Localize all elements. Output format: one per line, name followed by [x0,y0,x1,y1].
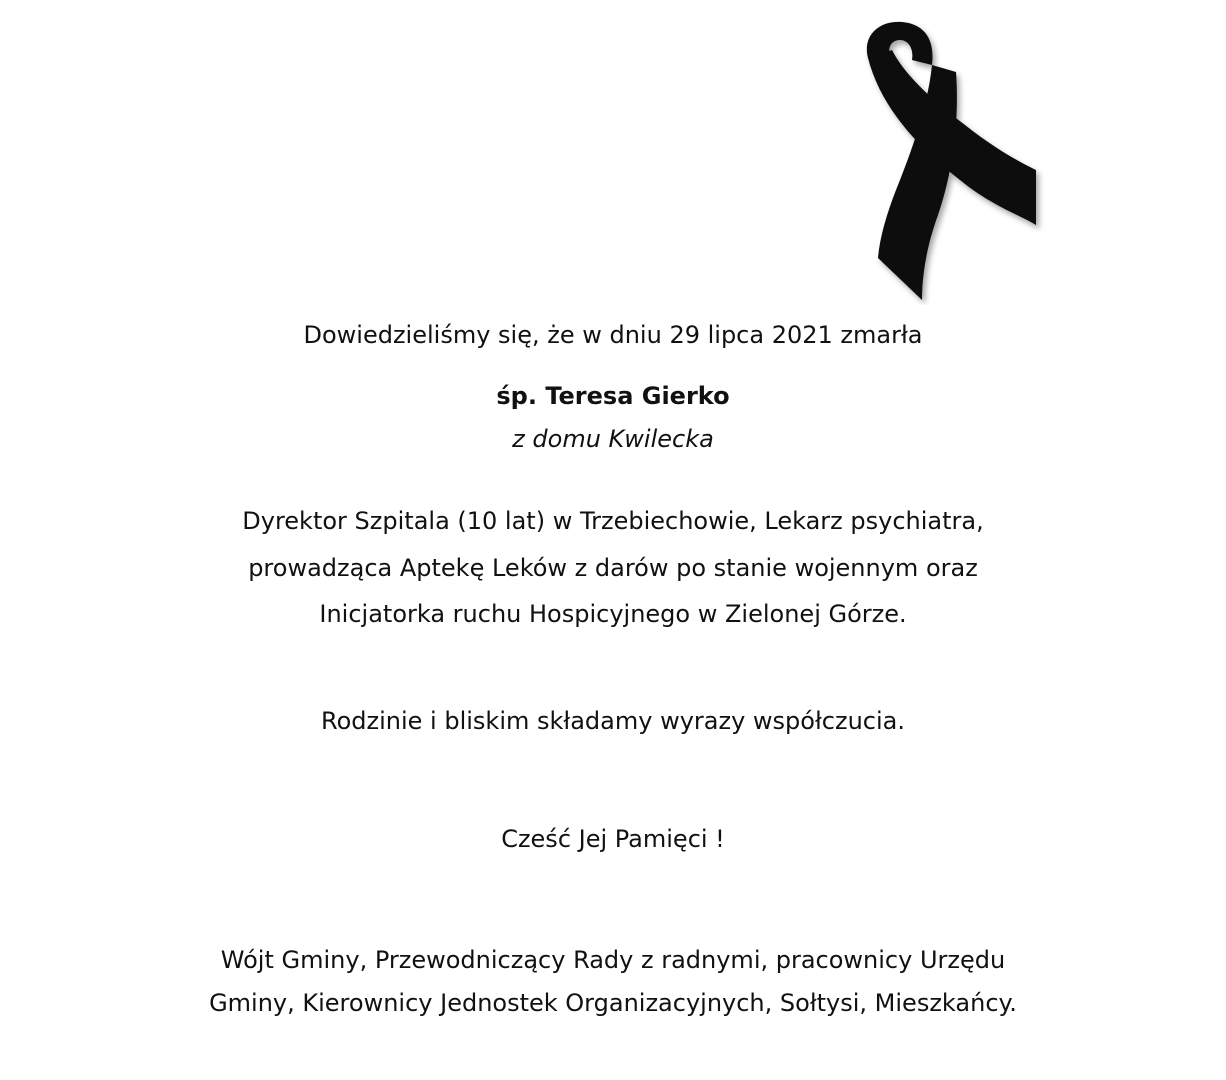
mourning-ribbon-icon [840,10,1050,305]
deceased-name: śp. Teresa Gierko [496,382,730,410]
memory-text: Cześć Jej Pamięci ! [501,825,725,853]
bio-line: Inicjatorka ruchu Hospicyjnego w Zielonej Górze. [319,600,907,628]
signature-line: Gminy, Kierownicy Jednostek Organizacyjnych, Sołtysi, Mieszkańcy. [209,989,1017,1017]
maiden-name: z domu Kwilecka [512,425,714,453]
bio-line: Dyrektor Szpitala (10 lat) w Trzebiechowie, Lekarz psychiatra, [242,507,984,535]
intro-text: Dowiedzieliśmy się, że w dniu 29 lipca 2021 zmarła [303,321,923,349]
signature-line: Wójt Gminy, Przewodniczący Rady z radnymi, pracownicy Urzędu [220,946,1006,974]
condolences-text: Rodzinie i bliskim składamy wyrazy współczucia. [321,707,905,735]
bio-line: prowadząca Aptekę Leków z darów po stanie wojennym oraz [248,554,978,582]
